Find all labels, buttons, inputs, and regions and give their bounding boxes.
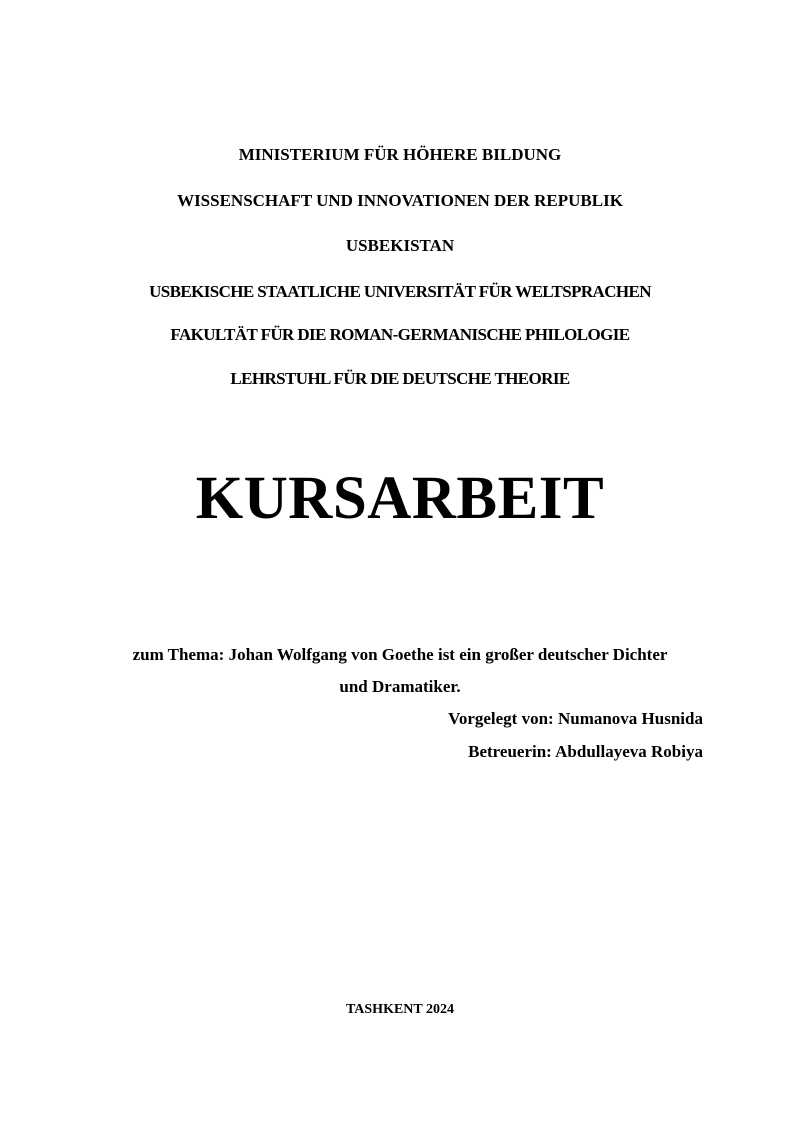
topic-line-2: und Dramatiker.	[339, 677, 461, 696]
place-and-year: TASHKENT 2024	[345, 1002, 454, 1017]
country-line: USBEKISTAN	[345, 236, 455, 255]
faculty-line: FAKULTÄT FÜR DIE ROMAN-GERMANISCHE PHILOLOGIE	[170, 325, 630, 344]
ministry-line-continued: WISSENSCHAFT UND INNOVATIONEN DER REPUBLIK	[177, 191, 623, 210]
ministry-line: MINISTERIUM FÜR HÖHERE BILDUNG	[238, 145, 562, 164]
document-title: KURSARBEIT	[195, 465, 605, 532]
submitted-by: Vorgelegt von: Numanova Husnida	[448, 709, 703, 728]
topic-line-1: zum Thema: Johan Wolfgang von Goethe ist ein großer deutscher Dichter	[132, 645, 668, 664]
university-line: USBEKISCHE STAATLICHE UNIVERSITÄT FÜR WELTSPRACHEN	[149, 282, 651, 301]
department-line: LEHRSTUHL FÜR DIE DEUTSCHE THEORIE	[230, 369, 570, 388]
supervisor: Betreuerin: Abdullayeva Robiya	[468, 742, 703, 761]
